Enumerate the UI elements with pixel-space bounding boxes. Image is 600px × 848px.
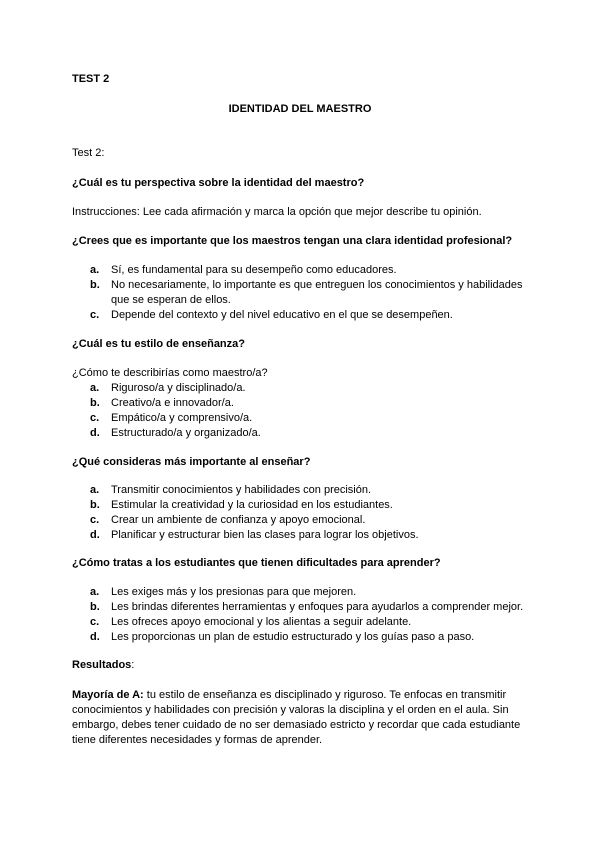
option-b: b. Les brindas diferentes herramientas y enfoques para ayudarlos a comprender mejor. xyxy=(90,601,524,613)
question-4-options xyxy=(72,585,532,645)
option-a: a. Les exiges más y los presionas para que mejoren. xyxy=(90,586,357,598)
option-b: b. Creativo/a e innovador/a. xyxy=(90,397,234,409)
option-b: b. No necesariamente, lo importante es que entreguen los conocimientos y habilidades que se esperan de ellos. xyxy=(90,279,523,306)
option-d: d. Les proporcionas un plan de estudio estructurado y los guías paso a paso. xyxy=(90,631,475,643)
option-c: c. Les ofreces apoyo emocional y los alientas a seguir adelante. xyxy=(90,616,412,628)
majority-text: tu estilo de enseñanza es disciplinado y riguroso. Te enfocas en transmitir conocimientos y habilidades con precisión y valoras la disciplina y el orden en el aula. Sin embargo, debes tener cuidado de no ser demasiado estricto y recordar que cada estudiante tiene diferentes necesidades y formas de aprender. xyxy=(72,689,521,746)
option-c: c. Crear un ambiente de confianza y apoyo emocional. xyxy=(90,514,366,526)
question-2-options xyxy=(72,381,532,441)
option-a: a. Riguroso/a y disciplinado/a. xyxy=(90,382,246,394)
instructions-text: Instrucciones: Lee cada afirmación y marca la opción que mejor describe tu opinión. xyxy=(72,206,482,218)
option-b: b. Estimular la creatividad y la curiosidad en los estudiantes. xyxy=(90,499,393,511)
option-a: a. Transmitir conocimientos y habilidades con precisión. xyxy=(90,484,372,496)
option-c: c. Empático/a y comprensivo/a. xyxy=(90,412,253,424)
question-2-sub: ¿Cómo te describirías como maestro/a? xyxy=(72,367,268,379)
results-heading: Resultados: xyxy=(72,659,135,671)
question-4: ¿Cómo tratas a los estudiantes que tienen dificultades para aprender? xyxy=(72,557,441,569)
doc-title: IDENTIDAD DEL MAESTRO xyxy=(228,103,372,115)
intro-text: Test 2: xyxy=(72,147,105,159)
question-3: ¿Qué consideras más importante al enseñar? xyxy=(72,456,311,468)
option-c: c. Depende del contexto y del nivel educativo en el que se desempeñen. xyxy=(90,309,453,321)
question-1-options xyxy=(72,263,532,323)
question-2: ¿Cuál es tu estilo de enseñanza? xyxy=(72,338,245,350)
option-d: d. Estructurado/a y organizado/a. xyxy=(90,427,261,439)
option-a: a. Sí, es fundamental para su desempeño como educadores. xyxy=(90,264,397,276)
question-1: ¿Crees que es importante que los maestros tengan una clara identidad profesional? xyxy=(72,235,513,247)
option-d: d. Planificar y estructurar bien las clases para lograr los objetivos. xyxy=(90,529,419,541)
question-3-options xyxy=(72,483,532,543)
doc-header: TEST 2 xyxy=(72,73,110,85)
results-majority-a xyxy=(72,688,532,748)
majority-label: Mayoría de A: xyxy=(72,689,144,701)
main-question: ¿Cuál es tu perspectiva sobre la identidad del maestro? xyxy=(72,177,365,189)
